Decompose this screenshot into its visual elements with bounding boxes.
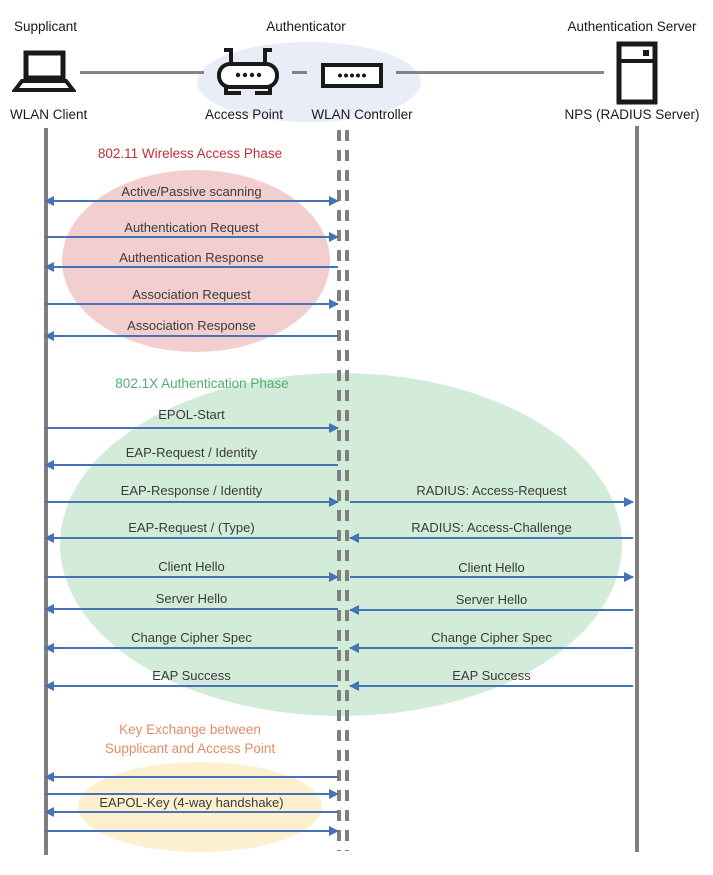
message-label: EPOL-Start <box>158 407 225 422</box>
message-label: RADIUS: Access-Request <box>416 483 567 498</box>
message-label: Change Cipher Spec <box>431 630 552 645</box>
message-arrow <box>45 200 338 202</box>
controller-to-server-link <box>396 71 604 74</box>
message-arrow <box>350 647 633 649</box>
message-arrow <box>350 537 633 539</box>
message-arrow <box>350 685 633 687</box>
message-arrow <box>45 608 338 610</box>
authenticator-lifeline-right <box>345 130 349 851</box>
message-label: Client Hello <box>458 560 525 575</box>
phase2-highlight <box>60 373 622 716</box>
message-label: EAP-Response / Identity <box>120 483 263 498</box>
server-lifeline <box>635 126 639 852</box>
message-label: Client Hello <box>158 559 225 574</box>
authenticator-role-label: Authenticator <box>266 19 346 34</box>
message-label: Association Request <box>132 287 251 302</box>
server-icon <box>616 41 658 110</box>
message-arrow <box>350 609 633 611</box>
message-label: Authentication Request <box>124 220 259 235</box>
message-arrow <box>45 576 338 578</box>
access-point-label: Access Point <box>204 107 284 122</box>
phase2-title: 802.1X Authentication Phase <box>115 376 289 391</box>
message-label: RADIUS: Access-Challenge <box>411 520 572 535</box>
message-label: EAP Success <box>152 668 231 683</box>
message-arrow <box>45 335 338 337</box>
phase3-title-line1: Key Exchange between <box>119 722 261 737</box>
nps-radius-server-label: NPS (RADIUS Server) <box>564 107 700 122</box>
message-arrow <box>350 576 633 578</box>
ap-to-controller-link <box>292 71 307 74</box>
wlan-controller-label: WLAN Controller <box>311 107 413 122</box>
wlan-client-label: WLAN Client <box>10 107 88 122</box>
phase1-title: 802.11 Wireless Access Phase <box>97 146 283 161</box>
message-arrow <box>45 830 338 832</box>
message-label: Association Response <box>127 318 256 333</box>
laptop-icon <box>12 50 76 99</box>
authentication-server-role-label: Authentication Server <box>567 19 697 34</box>
message-arrow <box>45 427 338 429</box>
message-label: Server Hello <box>155 591 228 606</box>
message-label: Server Hello <box>455 592 528 607</box>
message-label: Change Cipher Spec <box>131 630 252 645</box>
message-arrow <box>45 464 338 466</box>
message-arrow <box>45 811 338 813</box>
message-arrow <box>45 236 338 238</box>
message-arrow <box>350 501 633 503</box>
phase3-title-line2: Supplicant and Access Point <box>104 741 276 756</box>
message-arrow <box>45 647 338 649</box>
message-arrow <box>45 501 338 503</box>
message-label: EAP-Request / Identity <box>125 445 258 460</box>
message-label: EAPOL-Key (4-way handshake) <box>99 795 284 810</box>
message-label: EAP-Request / (Type) <box>128 520 255 535</box>
supplicant-role-label: Supplicant <box>14 19 78 34</box>
message-label: Active/Passive scanning <box>121 184 262 199</box>
message-arrow <box>45 537 338 539</box>
message-arrow <box>45 685 338 687</box>
message-label: EAP Success <box>452 668 531 683</box>
message-label: Authentication Response <box>119 250 264 265</box>
message-arrow <box>45 303 338 305</box>
wlan-controller-icon <box>321 63 383 93</box>
message-arrow <box>45 776 338 778</box>
client-to-ap-link <box>80 71 204 74</box>
access-point-icon <box>214 45 282 102</box>
message-arrow <box>45 266 338 268</box>
